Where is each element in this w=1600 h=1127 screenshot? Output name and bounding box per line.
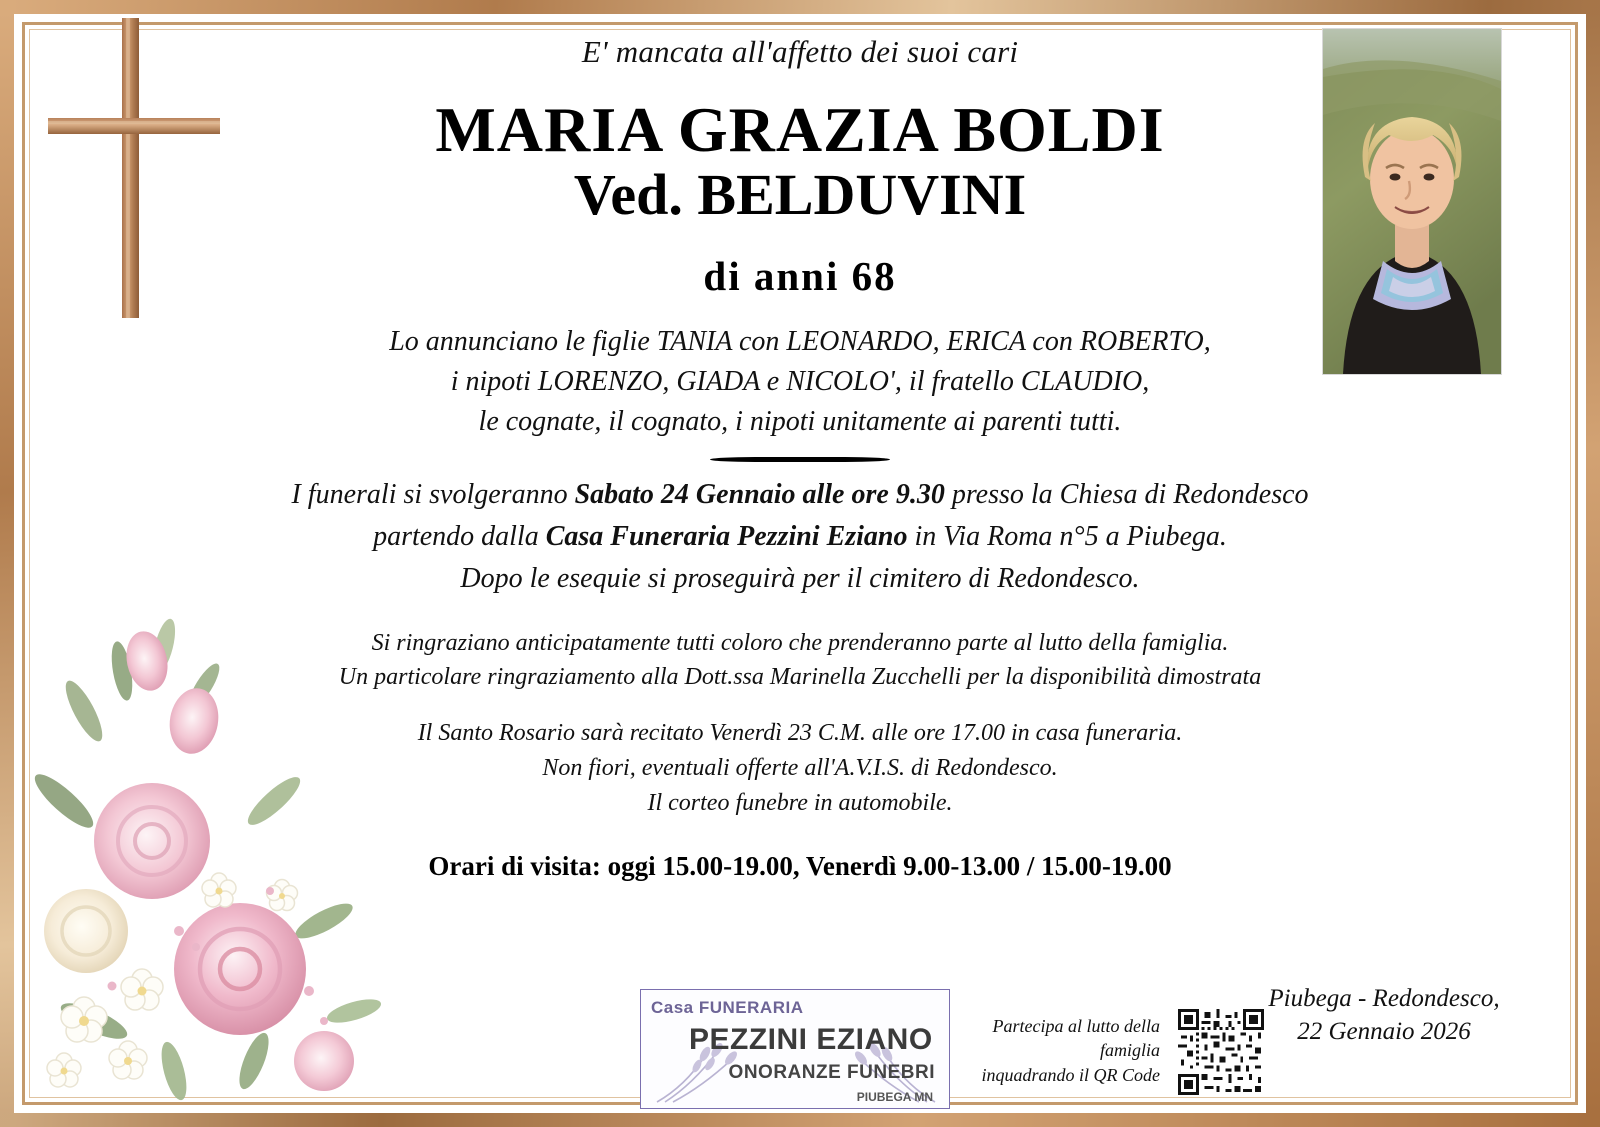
deceased-name-line2: Ved. BELDUVINI (573, 162, 1027, 228)
logo-line-onoranze-funebri: ONORANZE FUNEBRI (728, 1062, 935, 1083)
date-line: 22 Gennaio 2026 (1297, 1018, 1471, 1046)
family-announcement (250, 322, 1350, 441)
logo-line-piubega-mn: PIUBEGA MN (856, 1090, 933, 1104)
funeral-line3: Dopo le esequie si proseguirà per il cimitero di Redondesco. (460, 563, 1140, 595)
family-announcement-line1: Lo annunciano le figlie TANIA con LEONARDO, ERICA con ROBERTO, (389, 326, 1211, 358)
funeral-details (250, 474, 1350, 600)
thanks-block (250, 626, 1350, 694)
thanks-line1: Si ringraziano anticipatamente tutti coloro che prenderanno parte al lutto della famiglia. (371, 630, 1229, 657)
funeral-line1-part3: presso la Chiesa di Redondesco (944, 479, 1309, 511)
place-and-date (1254, 982, 1514, 1050)
funeral-home-logo (640, 989, 950, 1109)
funeral-line1-part1: I funerali si svolgeranno (291, 479, 575, 511)
deceased-age: di anni 68 (703, 253, 897, 300)
rosary-block (250, 716, 1350, 820)
funeral-line2-part3: in Via Roma n°5 a Piubega. (907, 521, 1227, 553)
place-line: Piubega - Redondesco, (1268, 984, 1500, 1012)
qr-instruction-line2: inquadrando il QR Code (981, 1064, 1160, 1085)
funeral-line1 (250, 474, 1350, 516)
section-divider (710, 457, 890, 462)
funeral-home-name: Casa Funeraria Pezzini Eziano (545, 521, 908, 553)
rosary-line2: Non fiori, eventuali offerte all'A.V.I.S. di Redondesco. (542, 755, 1058, 782)
thanks-line2: Un particolare ringraziamento alla Dott.ssa Marinella Zucchelli per la disponibilità dimostrata (338, 664, 1262, 691)
family-announcement-line2: i nipoti LORENZO, GIADA e NICOLO', il fratello CLAUDIO, (450, 365, 1150, 397)
qr-code-icon[interactable] (1178, 1009, 1264, 1095)
deceased-name-line1: MARIA GRAZIA BOLDI (435, 94, 1165, 165)
cross-icon (48, 18, 238, 328)
family-announcement-line3: le cognate, il cognato, i nipoti unitamente ai parenti tutti. (478, 405, 1122, 437)
notice-lead: E' mancata all'affetto dei suoi cari (581, 34, 1019, 69)
funeral-line2 (250, 516, 1350, 558)
funeral-datetime: Sabato 24 Gennaio alle ore 9.30 (574, 479, 945, 511)
logo-line-casa-funeraria: Casa FUNERARIA (651, 998, 804, 1017)
logo-line-pezzini-eziano: PEZZINI EZIANO (689, 1023, 933, 1056)
rosary-line3: Il corteo funebre in automobile. (647, 790, 953, 817)
funeral-line2-part1: partendo dalla (373, 521, 546, 553)
visiting-hours: Orari di visita: oggi 15.00-19.00, Venerdì 9.00-13.00 / 15.00-19.00 (428, 850, 1172, 881)
rosary-line1: Il Santo Rosario sarà recitato Venerdì 23 C.M. alle ore 17.00 in casa funeraria. (417, 720, 1183, 747)
notice-text-block (250, 22, 1350, 882)
qr-instruction (955, 1014, 1160, 1087)
qr-instruction-line1: Partecipa al lutto della famiglia (992, 1016, 1160, 1061)
